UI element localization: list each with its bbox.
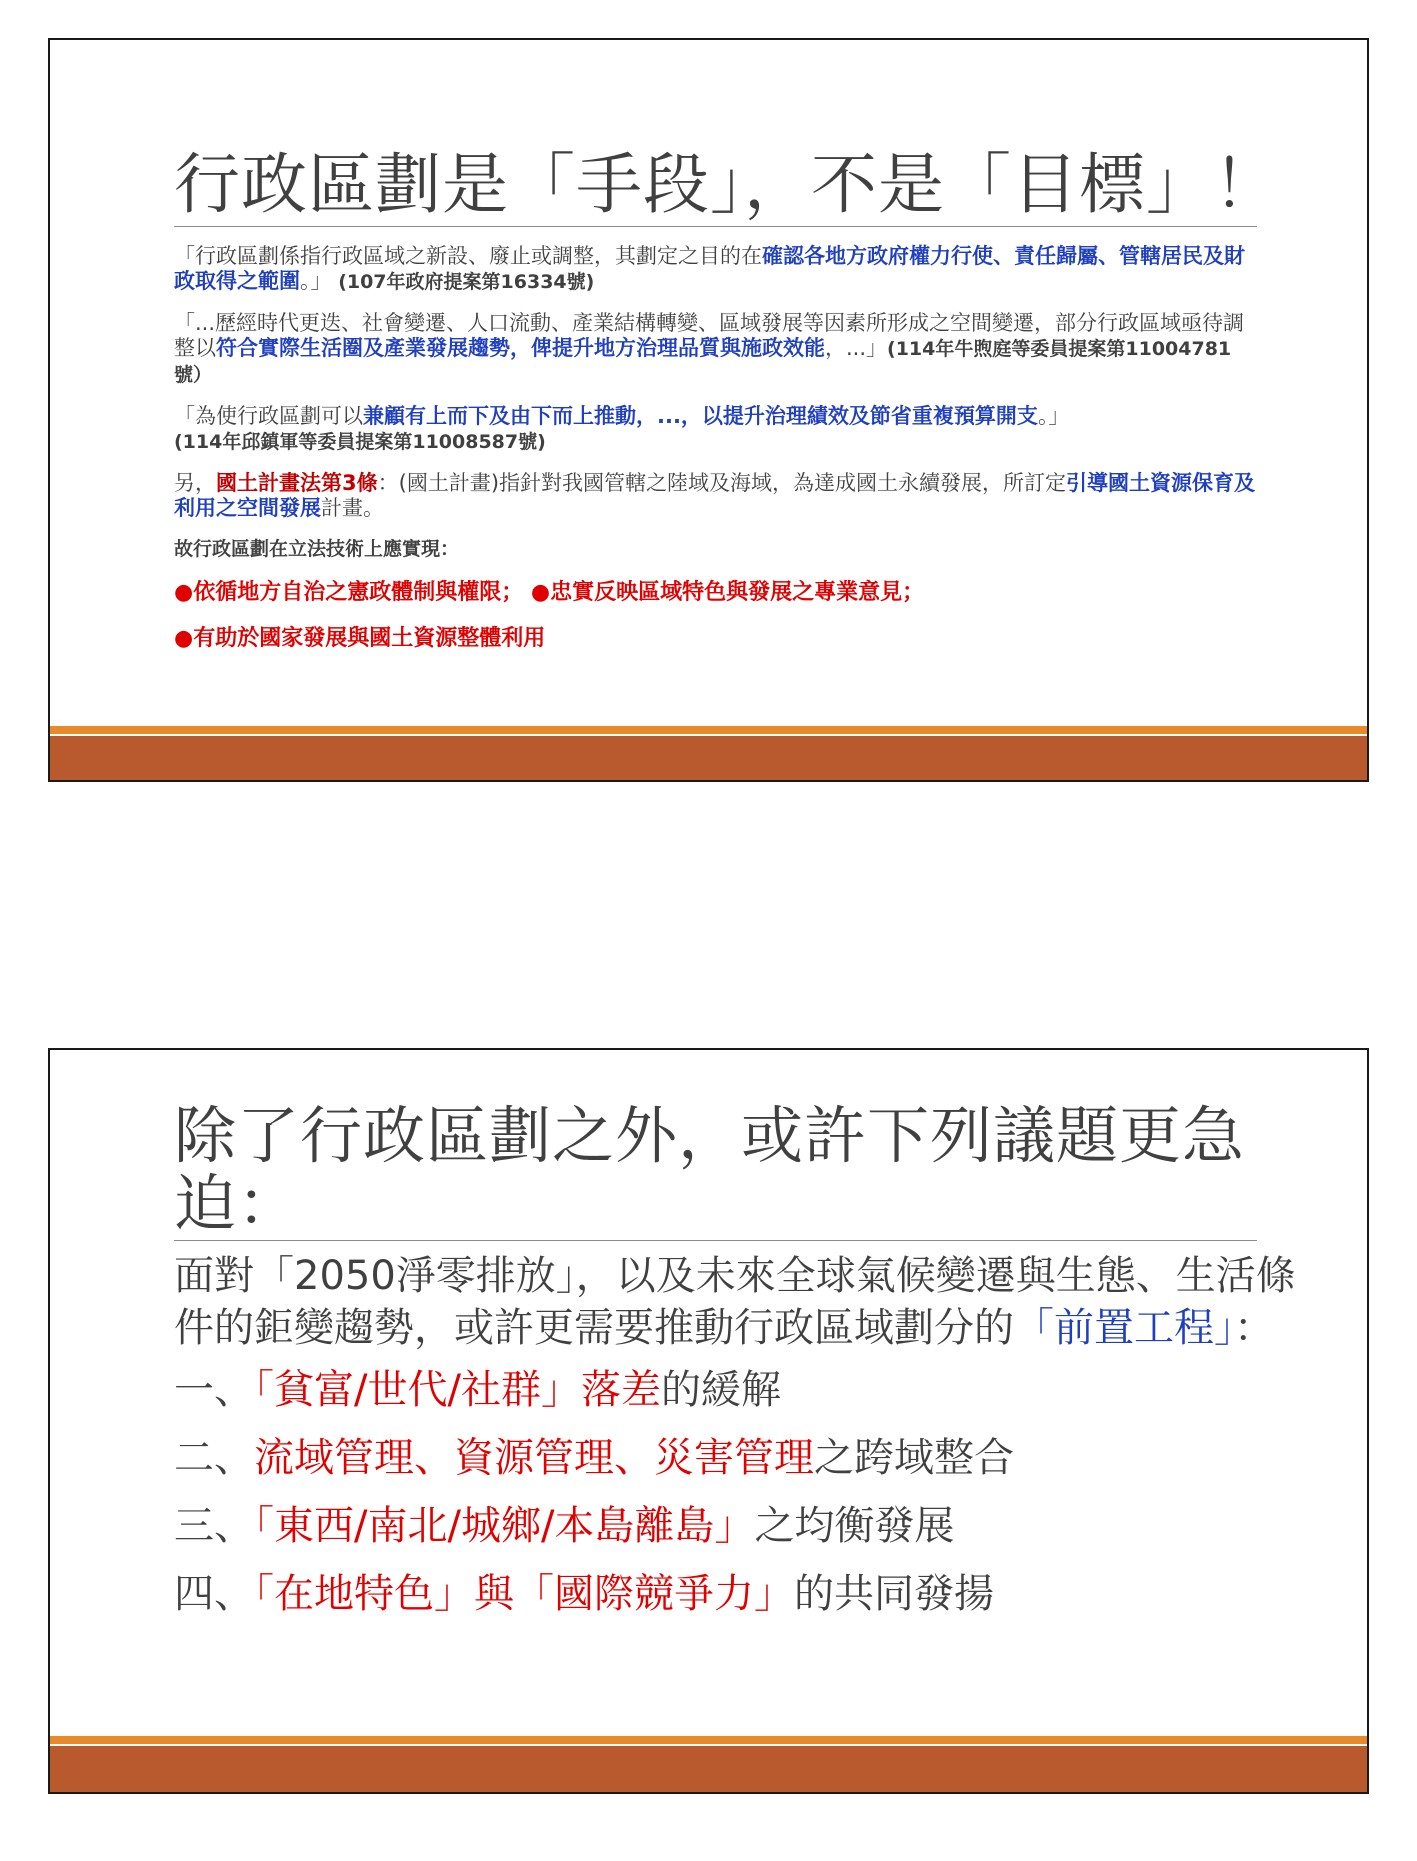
item-text: 的緩解	[660, 1367, 781, 1413]
highlight-text: 確認各地方政府權力行使、責任歸屬、管轄居民及財政取得之範圍	[174, 244, 1245, 293]
list-item	[174, 1566, 1307, 1622]
bullet-item: ●忠實反映區域特色與發展之專業意見；	[530, 580, 925, 605]
footer-accent-line	[50, 726, 1367, 734]
paragraph-text: ：	[1234, 1305, 1274, 1351]
issue-list	[174, 1362, 1307, 1622]
paragraph-definition	[174, 244, 1259, 295]
list-item	[174, 1498, 1307, 1554]
slide-1	[48, 38, 1369, 782]
slide-2-title-rule	[174, 1240, 1257, 1241]
paragraph-qiu-proposal	[174, 404, 1259, 455]
item-text: 的共同發揚	[794, 1571, 994, 1617]
citation: (114年牛煦庭等委員提案第11004781號）	[174, 338, 1232, 386]
paragraph-text: 面對「2050淨零排放」，以及未來全球氣候變遷與生態、生活條件的鉅變趨勢，或許更需要推動行政區域劃分的	[174, 1253, 1296, 1351]
paragraph-niu-proposal	[174, 311, 1259, 388]
footer-accent-line	[50, 1736, 1367, 1744]
footer-bar	[50, 736, 1367, 780]
list-item	[174, 1362, 1307, 1418]
item-highlight: 流域管理、資源管理、災害管理	[254, 1435, 814, 1481]
highlight-text: 「前置工程」	[1014, 1305, 1234, 1351]
slide-1-body	[174, 244, 1259, 670]
highlight-text: 兼顧有上而下及由下而上推動，...，以提升治理績效及節省重複預算開支	[363, 404, 1038, 428]
footer-bar	[50, 1746, 1367, 1792]
slide-2	[48, 1048, 1369, 1794]
paragraph-text: 「行政區劃係指行政區域之新設、廢止或調整，其劃定之目的在	[174, 244, 762, 268]
citation: (107年政府提案第16334號)	[338, 271, 595, 293]
item-number: 三、	[174, 1503, 254, 1549]
paragraph-text: 。」	[1037, 404, 1070, 428]
bullet-item: ●有助於國家發展與國土資源整體利用	[174, 626, 546, 651]
bullet-item: ●依循地方自治之憲政體制與權限；	[174, 580, 524, 605]
intro-paragraph	[174, 1250, 1307, 1354]
slide-1-title-rule	[174, 226, 1257, 227]
list-item	[174, 1430, 1307, 1486]
paragraph-text: ，...」	[825, 336, 888, 360]
paragraph-text: 計畫。	[321, 496, 384, 520]
paragraph-text: 。」	[300, 269, 332, 293]
slide-2-title: 除了行政區劃之外，或許下列議題更急迫：	[174, 1099, 1246, 1240]
item-number: 二、	[174, 1435, 254, 1481]
highlight-text: 符合實際生活圈及產業發展趨勢，俾提升地方治理品質與施政效能	[216, 336, 825, 360]
paragraph-text: 「...歷經時代更迭、社會變遷、人口流動、產業結構轉變、區域發展等因素所形成之空間變遷，部分行政區域亟待調整以	[174, 311, 1245, 360]
item-highlight: 「在地特色」與「國際競爭力」	[254, 1571, 794, 1617]
conclusion-text: 故行政區劃在立法技術上應實現：	[174, 538, 460, 560]
citation: (114年邱鎮軍等委員提案第11008587號)	[174, 431, 546, 453]
paragraph-land-planning-law	[174, 471, 1259, 521]
slide-1-title: 行政區劃是「手段」，不是「目標」！	[174, 146, 1280, 223]
highlight-text: 引導國土資源保育及利用之空間發展	[174, 471, 1256, 520]
item-text: 之跨域整合	[814, 1435, 1014, 1481]
item-highlight: 「東西/南北/城鄉/本島離島」	[254, 1503, 755, 1549]
item-text: 之均衡發展	[754, 1503, 955, 1549]
law-reference: 國土計畫法第3條	[216, 471, 378, 495]
slide-2-body	[174, 1250, 1307, 1634]
paragraph-text: 「為使行政區劃可以	[174, 404, 363, 428]
item-number: 一、	[174, 1367, 254, 1413]
bullet-row-1	[174, 578, 1259, 608]
bullet-row-2	[174, 624, 1259, 654]
paragraph-text: ：(國土計畫)指針對我國管轄之陸域及海域，為達成國土永續發展，所訂定	[377, 471, 1067, 495]
paragraph-text: 另，	[174, 471, 216, 495]
item-number: 四、	[174, 1571, 254, 1617]
item-highlight: 「貧富/世代/社群」落差	[254, 1367, 661, 1413]
